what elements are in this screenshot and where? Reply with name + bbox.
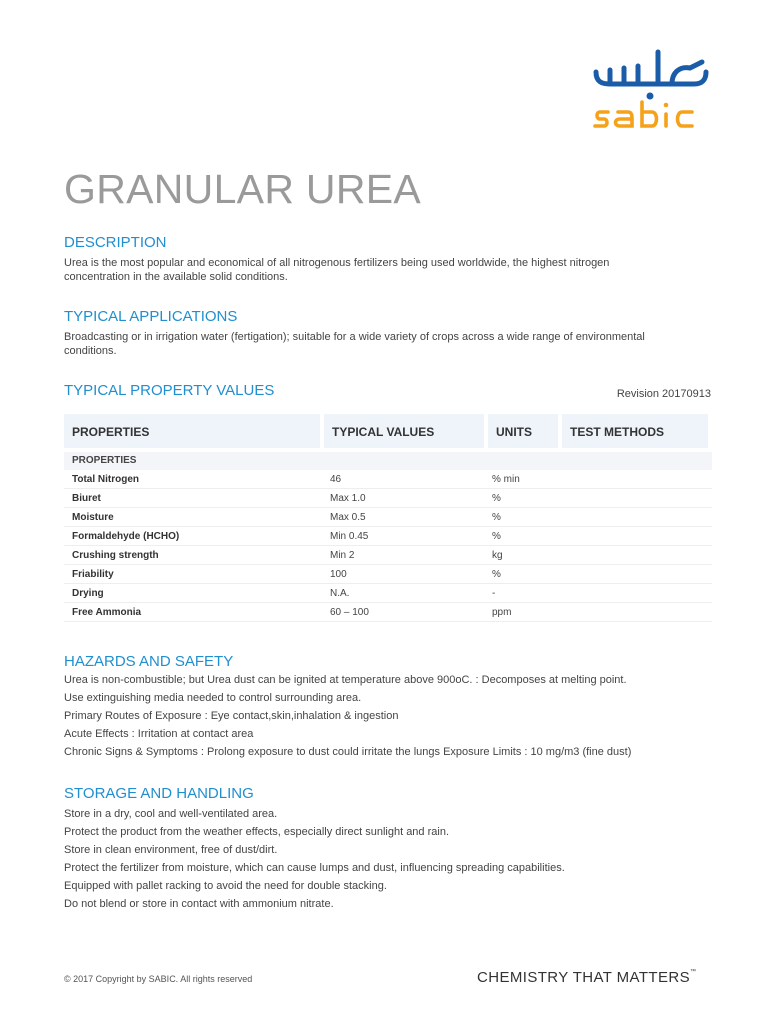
property-name: Drying (72, 587, 104, 599)
column-header-units: UNITS (488, 414, 558, 448)
description-heading: DESCRIPTION (64, 234, 167, 251)
column-header-typical-values: TYPICAL VALUES (324, 414, 484, 448)
property-value: 60 – 100 (330, 606, 369, 618)
storage-line: Store in clean environment, free of dust/dirt. (64, 844, 278, 856)
table-row (64, 489, 712, 508)
table-row (64, 584, 712, 603)
property-value: Max 0.5 (330, 511, 366, 523)
hazards-list (64, 671, 744, 761)
table-row (64, 527, 712, 546)
hazard-line: Chronic Signs & Symptoms : Prolong exposure to dust could irritate the lungs Exposure Limits : 10 mg/m3 (fine dust) (64, 746, 632, 758)
property-name: Biuret (72, 492, 101, 504)
description-text (64, 256, 694, 284)
hazard-line: Primary Routes of Exposure : Eye contact,skin,inhalation & ingestion (64, 710, 399, 722)
property-value: Max 1.0 (330, 492, 366, 504)
property-table (64, 414, 712, 622)
storage-line: Protect the product from the weather effects, especially direct sunlight and rain. (64, 826, 449, 838)
arabic-logotype (596, 52, 706, 84)
property-unit: % (492, 530, 501, 542)
applications-line: conditions. (64, 345, 117, 357)
copyright-text: © 2017 Copyright by SABIC. All rights reserved (64, 974, 253, 984)
property-name: Total Nitrogen (72, 473, 140, 485)
property-unit: % (492, 492, 501, 504)
table-header (64, 414, 712, 448)
storage-line: Do not blend or store in contact with ammonium nitrate. (64, 898, 334, 910)
property-value: 100 (330, 568, 347, 580)
page-title: GRANULAR UREA (64, 166, 422, 212)
sabic-logo (590, 42, 712, 134)
properties-heading: TYPICAL PROPERTY VALUES (64, 382, 275, 399)
i-dot (664, 103, 669, 108)
property-unit: ppm (492, 606, 512, 618)
table-subheading: PROPERTIES (64, 452, 712, 470)
column-header-test-methods: TEST METHODS (562, 414, 708, 448)
property-name: Crushing strength (72, 549, 159, 561)
property-name: Friability (72, 568, 114, 580)
storage-list (64, 805, 744, 913)
applications-text (64, 330, 694, 358)
property-value: Min 2 (330, 549, 355, 561)
column-header-properties: PROPERTIES (64, 414, 320, 448)
table-row (64, 603, 712, 622)
property-unit: % (492, 568, 501, 580)
property-value: 46 (330, 473, 342, 485)
arabic-dot (647, 93, 654, 100)
table-row (64, 508, 712, 527)
property-unit: % min (492, 473, 520, 485)
property-name: Formaldehyde (HCHO) (72, 530, 180, 542)
slogan (477, 969, 696, 986)
hazards-heading: HAZARDS AND SAFETY (64, 653, 234, 670)
revision-label: Revision 20170913 (616, 388, 711, 400)
description-line: concentration in the available solid conditions. (64, 271, 288, 283)
table-row (64, 470, 712, 489)
property-unit: - (492, 587, 496, 599)
property-value: N.A. (330, 587, 350, 599)
property-unit: % (492, 511, 501, 523)
storage-line: Store in a dry, cool and well-ventilated area. (64, 808, 278, 820)
property-unit: kg (492, 549, 503, 561)
table-row (64, 565, 712, 584)
latin-logotype (595, 102, 692, 126)
hazard-line: Acute Effects : Irritation at contact area (64, 728, 254, 740)
storage-heading: STORAGE AND HANDLING (64, 785, 254, 802)
storage-line: Protect the fertilizer from moisture, which can cause lumps and dust, influencing spreading capabilities. (64, 862, 565, 874)
property-value: Min 0.45 (330, 530, 369, 542)
trademark-mark: ™ (690, 969, 697, 975)
hazard-line: Use extinguishing media needed to control surrounding area. (64, 692, 362, 704)
applications-line: Broadcasting or in irrigation water (fertigation); suitable for a wide variety of crops across a wide range of environmental (64, 331, 645, 343)
property-name: Moisture (72, 511, 114, 523)
slogan-text: CHEMISTRY THAT MATTERS (477, 969, 690, 986)
description-line: Urea is the most popular and economical of all nitrogenous fertilizers being used worldwide, the highest nitrogen (64, 257, 610, 269)
table-row (64, 546, 712, 565)
hazard-line: Urea is non-combustible; but Urea dust can be ignited at temperature above 900oC. : Decomposes at melting point. (64, 674, 627, 686)
storage-line: Equipped with pallet racking to avoid the need for double stacking. (64, 880, 387, 892)
applications-heading: TYPICAL APPLICATIONS (64, 308, 238, 325)
property-name: Free Ammonia (72, 606, 142, 618)
